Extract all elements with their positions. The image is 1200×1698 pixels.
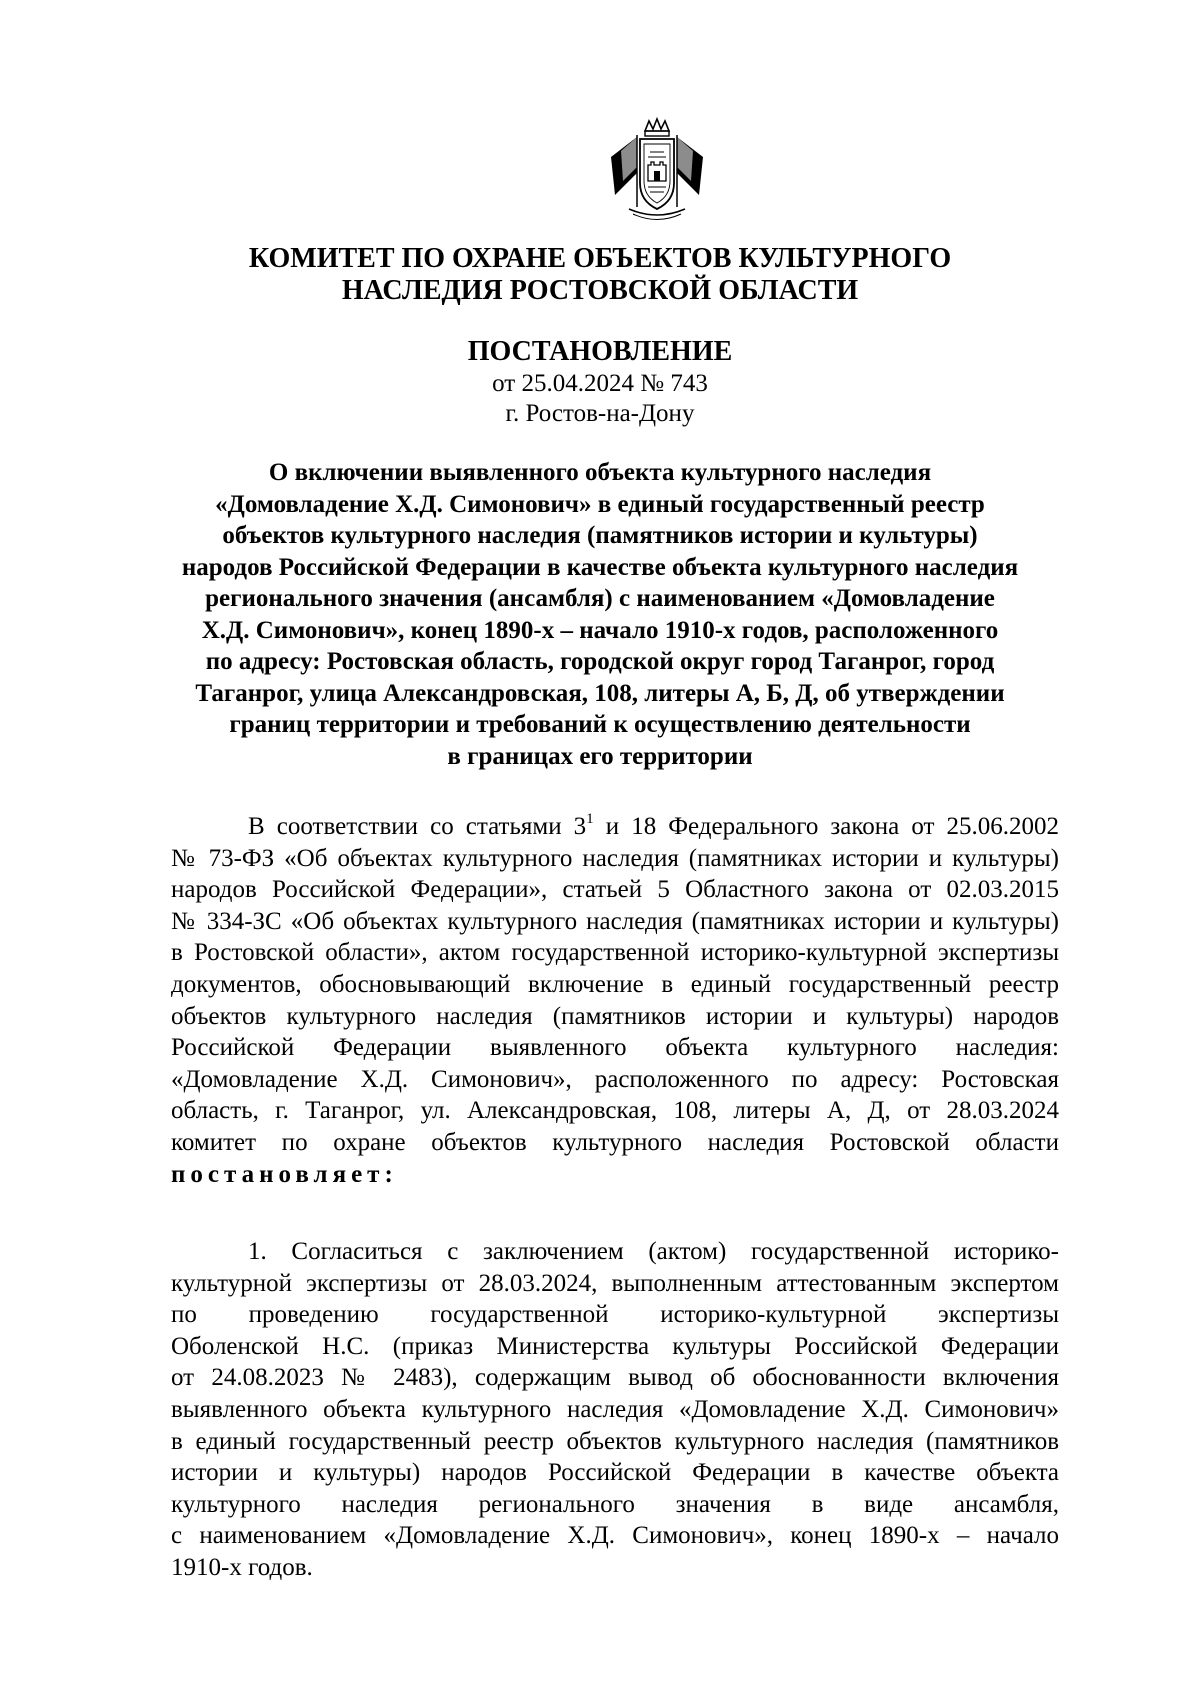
item-1-line: в единый государственный реестр объектов культурного наследия (памятников [171,1427,1059,1455]
item-1-line: выявленного объекта культурного наследия «Домовладение Х.Д. Симонович» [171,1395,1059,1423]
preamble-line: документов, обосновывающий включение в единый государственный реестр [171,970,1059,998]
preamble-paragraph [171,811,1059,1190]
article-superscript: 1 [586,811,594,827]
preamble-line: «Домовладение Х.Д. Симонович», расположенного по адресу: Ростовская [171,1065,1059,1093]
document-subject [150,457,1050,772]
preamble-line: в Ростовской области», актом государственной историко-культурной экспертизы [171,939,1059,967]
document-place: г. Ростов-на-Дону [505,400,695,427]
document-date-number: от 25.04.2024 № 743 [492,370,708,397]
preamble-line: область, г. Таганрог, ул. Александровская, 108, литеры А, Д, от 28.03.2024 [171,1097,1059,1125]
subject-line: «Домовладение Х.Д. Симонович» в единый государственный реестр [215,490,985,518]
preamble-line: комитет по охране объектов культурного наследия Ростовской области [171,1128,1059,1156]
subject-line: Х.Д. Симонович», конец 1890-х – начало 1910-х годов, расположенного [201,616,999,644]
organization-name [150,243,1050,307]
preamble-line-text: В соответствии со статьями 3 [248,813,587,840]
item-1-line: от 24.08.2023 № 2483), содержащим вывод об обоснованности включения [171,1364,1059,1392]
item-1-line: культурной экспертизы от 28.03.2024, выполненным аттестованным экспертом [171,1269,1059,1297]
item-1-line: по проведению государственной историко-культурной экспертизы [171,1301,1059,1329]
subject-line: Таганрог, улица Александровская, 108, литеры А, Б, Д, об утверждении [195,679,1005,707]
subject-line: регионального значения (ансамбля) с наименованием «Домовладение [205,585,995,612]
item-1-line: 1910-х годов. [171,1553,313,1581]
item-1-line: культурного наследия регионального значения в виде ансамбля, [171,1490,1059,1518]
document-type: ПОСТАНОВЛЕНИЕ [467,336,733,367]
preamble-line: объектов культурного наследия (памятников истории и культуры) народов [171,1002,1059,1030]
subject-line: границ территории и требований к осуществлению деятельности [229,711,971,738]
item-1-line: Оболенской Н.С. (приказ Министерства культуры Российской Федерации [171,1332,1059,1360]
preamble-line: народов Российской Федерации», статьей 5 Областного закона от 02.03.2015 [171,876,1059,904]
organization-name-line: НАСЛЕДИЯ РОСТОВСКОЙ ОБЛАСТИ [341,275,859,306]
preamble-line: № 73-ФЗ «Об объектах культурного наследия (памятниках истории и культуры) [171,844,1059,872]
preamble-line: Российской Федерации выявленного объекта культурного наследия: [171,1034,1059,1062]
subject-line: народов Российской Федерации в качестве объекта культурного наследия [181,553,1019,581]
preamble-line [171,811,1059,843]
item-1-paragraph [171,1236,1059,1584]
resolves-word: постановляет: [171,1160,398,1188]
organization-name-line: КОМИТЕТ ПО ОХРАНЕ ОБЪЕКТОВ КУЛЬТУРНОГО [248,243,952,274]
subject-line: по адресу: Ростовская область, городской округ город Таганрог, город [205,648,995,675]
item-1-line: истории и культуры) народов Российской Федерации в качестве объекта [171,1459,1059,1487]
preamble-line-text: и 18 Федерального закона от 25.06.2002 [593,813,1059,840]
item-1-line: 1. Согласиться с заключением (актом) государственной историко- [248,1238,1059,1265]
item-1-line: с наименованием «Домовладение Х.Д. Симонович», конец 1890-х – начало [171,1522,1059,1550]
preamble-line: № 334-ЗС «Об объектах культурного наследия (памятниках истории и культуры) [171,907,1059,935]
subject-line: объектов культурного наследия (памятников истории и культуры) [222,522,978,549]
subject-line: О включении выявленного объекта культурного наследия [268,459,932,486]
subject-line: в границах его территории [447,742,753,770]
coat-of-arms-icon [607,117,707,223]
